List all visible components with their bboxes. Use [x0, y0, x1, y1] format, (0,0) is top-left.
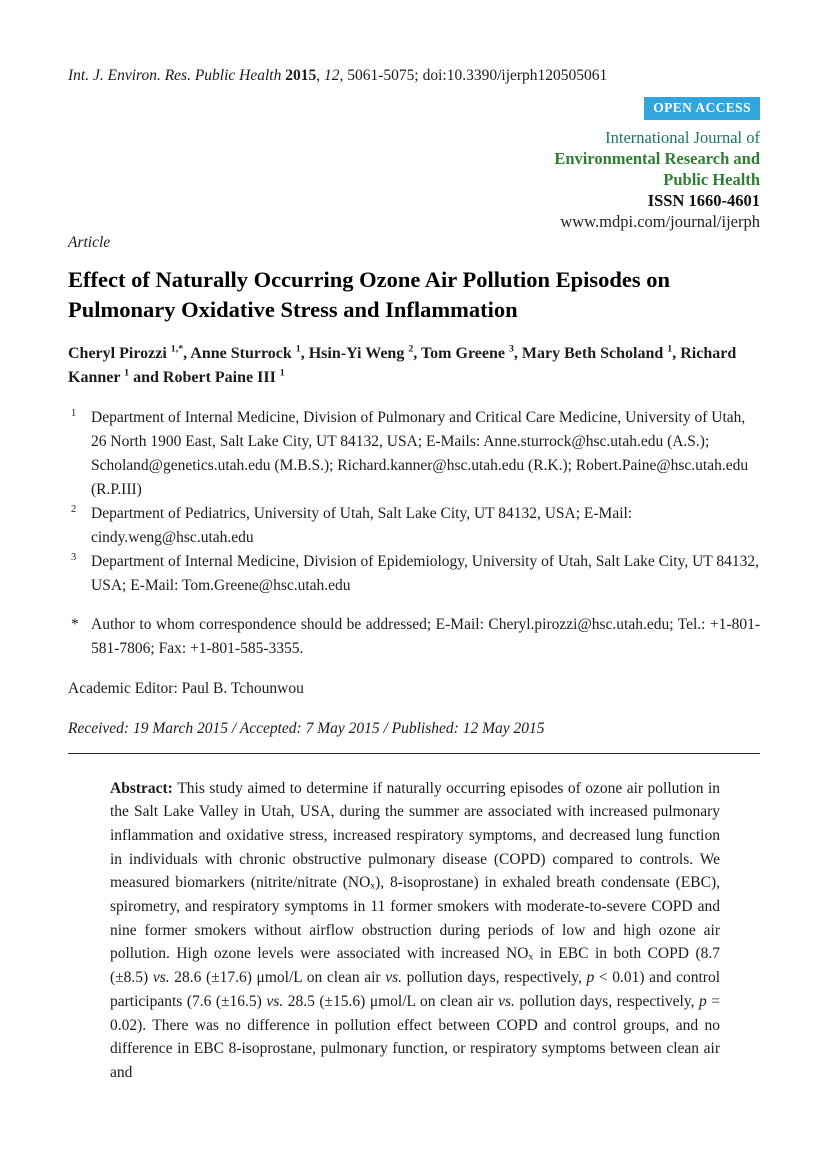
affiliation-marker: 2 — [71, 503, 77, 515]
authors-line: Cheryl Pirozzi $^{1,*}$, Anne Sturrock $^1$, Hsin-Yi Weng $^2$, Tom Greene $^3$, Mary Beth Scholand $^1$, Richard Kanner $^1$ and Robert Paine III $^1$ — [68, 343, 737, 386]
journal-issn: ISSN 1660-4601 — [647, 190, 760, 210]
affiliation-marker: 3 — [71, 551, 77, 563]
article-title: Effect of Naturally Occurring Ozone Air Pollution Episodes on Pulmonary Oxidative Stress and Inflammation — [68, 266, 671, 322]
open-access-row — [68, 97, 760, 120]
affiliation-item — [68, 550, 760, 598]
correspondence-note — [68, 613, 760, 661]
affiliation-item — [68, 406, 760, 502]
affiliation-text: Department of Pediatrics, University of Utah, Salt Lake City, UT 84132, USA; E-Mail: cindy.weng@hsc.utah.edu — [91, 504, 633, 546]
affiliation-text: Department of Internal Medicine, Division of Pulmonary and Critical Care Medicine, University of Utah, 26 North 1900 East, Salt Lake City, UT 84132, USA; E-Mails: Anne.sturrock@hsc.utah.edu (A.S.); Scholand@genetics.utah.edu (M.B.S.); Richard.kanner@hsc.utah.edu (R.K.); Robert.Paine@hsc.utah.edu (R.P.III) — [91, 408, 749, 498]
affiliations-list — [68, 406, 760, 598]
correspondence-marker: * — [71, 615, 79, 633]
correspondence-text: Author to whom correspondence should be addressed; E-Mail: Cheryl.pirozzi@hsc.utah.edu; Tel.: +1-801-581-7806; Fax: +1-801-585-3355. — [91, 615, 760, 657]
journal-name-block — [68, 127, 760, 232]
open-access-badge: OPEN ACCESS — [644, 97, 760, 120]
article-type-label: Article — [68, 233, 111, 251]
abstract-paragraph: Abstract: This study aimed to determine if naturally occurring episodes of ozone air pollution in the Salt Lake Valley in Utah, USA, during the summer are associated with increased pulmonary inflammation and oxidative stress, increased respiratory symptoms, and decreased lung function in individuals with chronic obstructive pulmonary disease (COPD) compared to controls. We measured biomarkers (nitrite/nitrate $(NO_x)$, 8-isoprostane) in exhaled breath condensate (EBC), spirometry, and respiratory symptoms in 11 former smokers with moderate-to-severe COPD and nine former smokers without airflow obstruction during periods of low and high ozone air pollution. High ozone levels were associated with increased $NO_x$ in EBC in both COPD (8.7 (±8.5) vs. 28.6 (±17.6) μmol/L on clean air vs. pollution days, respectively, p < 0.01) and control participants (7.6 (±16.5) vs. 28.5 (±15.6) μmol/L on clean air vs. pollution days, respectively, p = 0.02). There was no difference in pollution effect between COPD and control groups, and no difference in EBC 8-isoprostane, pulmonary function, or respiratory symptoms between clean air and — [110, 779, 721, 1081]
academic-editor-line: Academic Editor: Paul B. Tchounwou — [68, 679, 304, 697]
divider-rule — [68, 753, 760, 754]
journal-name-line2: Environmental Research and — [554, 148, 760, 168]
journal-name-line1: International Journal of — [605, 127, 760, 147]
affiliation-text: Department of Internal Medicine, Division of Epidemiology, University of Utah, Salt Lake City, UT 84132, USA; E-Mail: Tom.Greene@hsc.utah.edu — [91, 552, 759, 594]
journal-citation: Int. J. Environ. Res. Public Health 2015, 12, 5061-5075; doi:10.3390/ijerph120505061 — [68, 67, 608, 84]
dates-line: Received: 19 March 2015 / Accepted: 7 May 2015 / Published: 12 May 2015 — [68, 719, 545, 737]
journal-website: www.mdpi.com/journal/ijerph — [560, 211, 760, 231]
affiliation-item — [68, 502, 760, 550]
journal-name-line3: Public Health — [663, 169, 760, 189]
affiliation-marker: 1 — [71, 407, 77, 419]
